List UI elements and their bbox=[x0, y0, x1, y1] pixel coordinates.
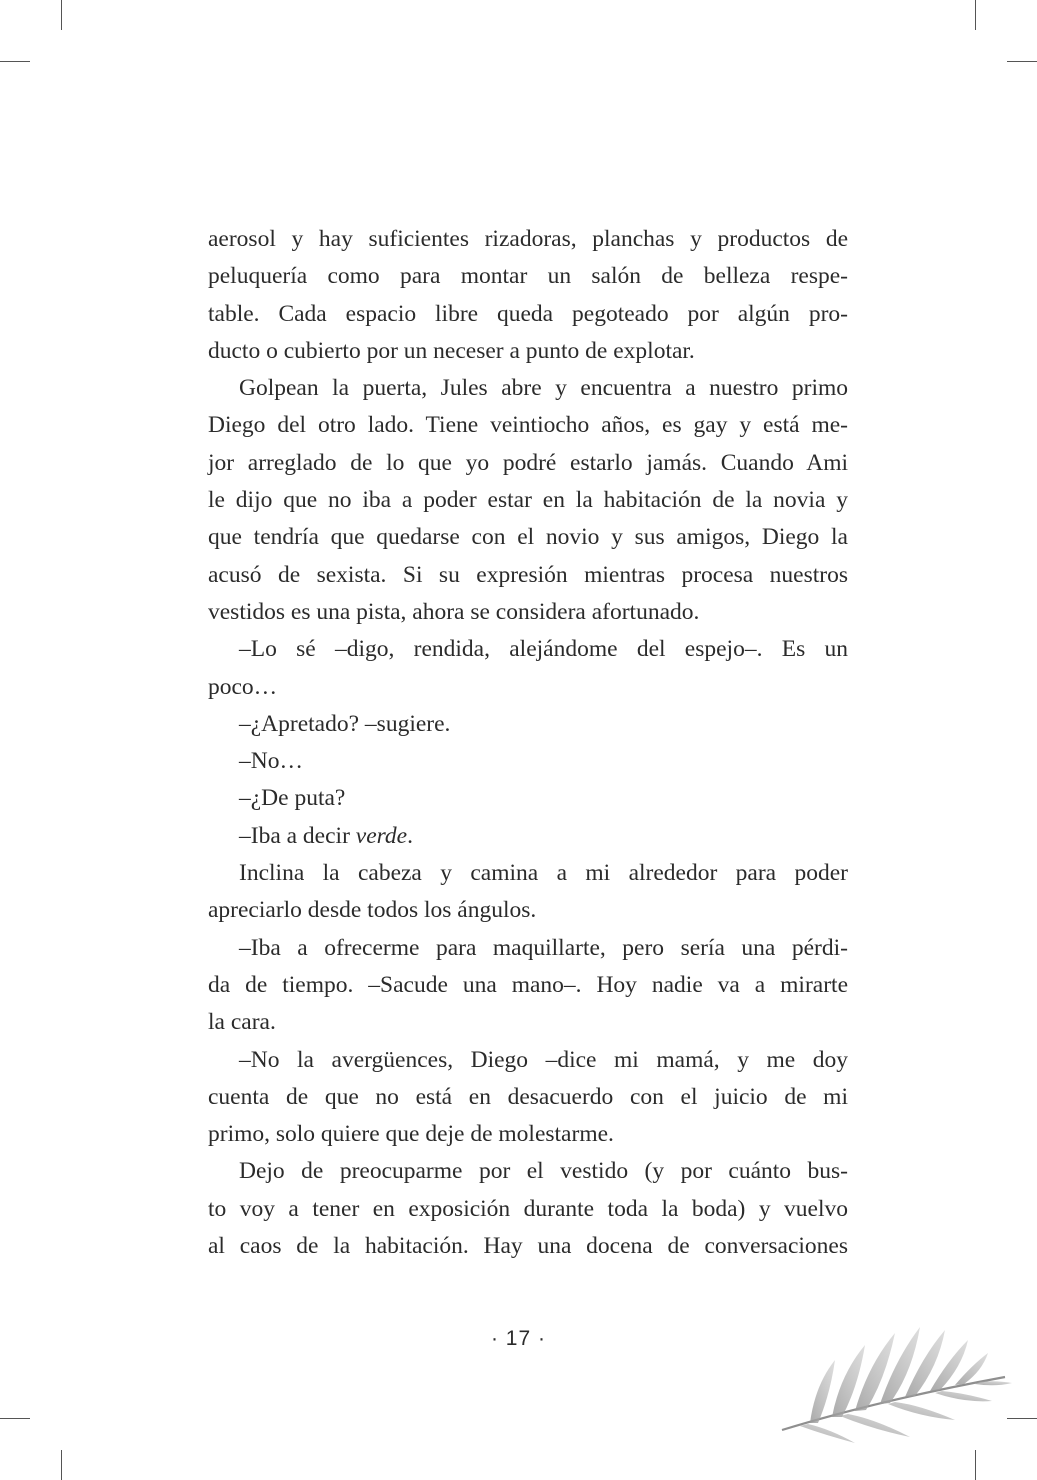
text-line bbox=[208, 743, 848, 780]
crop-mark-bottom-left bbox=[61, 1450, 62, 1480]
text-line bbox=[208, 557, 848, 594]
text-line-content: le dijo que no iba a poder estar en la habitación de la novia y bbox=[208, 487, 848, 514]
text-line bbox=[208, 1191, 848, 1228]
text-line-content: poco… bbox=[208, 673, 278, 700]
text-line bbox=[208, 296, 848, 333]
text-line-content: ducto o cubierto por un neceser a punto de explotar. bbox=[208, 337, 695, 364]
text-line-content: –Iba a ofrecerme para maquillarte, pero sería una pérdi- bbox=[239, 934, 848, 961]
palm-leaf-watercolor-icon bbox=[770, 1305, 1015, 1445]
text-line-content: Inclina la cabeza y camina a mi alrededor para poder bbox=[239, 860, 848, 887]
text-line-content: Dejo de preocuparme por el vestido (y por cuánto bus- bbox=[239, 1158, 848, 1185]
crop-mark-top-right-h bbox=[1007, 61, 1037, 62]
text-line-suffix: . bbox=[407, 822, 413, 849]
text-line bbox=[208, 1153, 848, 1190]
text-line-content: –No la avergüences, Diego –dice mi mamá, y me doy bbox=[239, 1046, 848, 1073]
text-line-content: que tendría que quedarse con el novio y sus amigos, Diego la bbox=[208, 524, 848, 551]
italic-word: verde bbox=[355, 822, 408, 849]
text-line bbox=[208, 1004, 848, 1041]
text-line bbox=[208, 855, 848, 892]
text-line bbox=[208, 1042, 848, 1079]
text-line-content: peluquería como para montar un salón de belleza respe- bbox=[208, 263, 848, 290]
text-line bbox=[208, 818, 848, 855]
text-line bbox=[208, 407, 848, 444]
text-line-content: table. Cada espacio libre queda pegoteado por algún pro- bbox=[208, 300, 848, 327]
text-line bbox=[208, 482, 848, 519]
text-line-content: cuenta de que no está en desacuerdo con el juicio de mi bbox=[208, 1083, 848, 1110]
text-line bbox=[208, 221, 848, 258]
text-line bbox=[208, 930, 848, 967]
crop-mark-bottom-right bbox=[975, 1450, 976, 1480]
text-line-content: –¿De puta? bbox=[239, 785, 346, 812]
text-line-content: acusó de sexista. Si su expresión mientras procesa nuestros bbox=[208, 561, 848, 588]
body-text bbox=[208, 221, 848, 1265]
text-line bbox=[208, 1116, 848, 1153]
text-line bbox=[208, 967, 848, 1004]
crop-mark-top-left-h bbox=[0, 61, 30, 62]
crop-mark-top-left bbox=[61, 0, 62, 30]
text-line bbox=[208, 1228, 848, 1265]
text-line-content: Golpean la puerta, Jules abre y encuentra a nuestro primo bbox=[239, 375, 848, 402]
text-line bbox=[208, 631, 848, 668]
text-line-content: jor arreglado de lo que yo podré estarlo jamás. Cuando Ami bbox=[208, 449, 848, 476]
text-line bbox=[208, 780, 848, 817]
text-line-content: da de tiempo. –Sacude una mano–. Hoy nadie va a mirarte bbox=[208, 971, 848, 998]
text-line bbox=[208, 333, 848, 370]
text-line bbox=[208, 706, 848, 743]
text-line-content: apreciarlo desde todos los ángulos. bbox=[208, 897, 537, 924]
text-line bbox=[208, 258, 848, 295]
text-line-content: –No… bbox=[239, 748, 303, 775]
text-line-content: aerosol y hay suficientes rizadoras, planchas y productos de bbox=[208, 226, 848, 252]
text-line-content: vestidos es una pista, ahora se considera afortunado. bbox=[208, 598, 700, 625]
text-line bbox=[208, 445, 848, 482]
text-line-content: Diego del otro lado. Tiene veintiocho años, es gay y está me- bbox=[208, 412, 848, 439]
text-line bbox=[208, 669, 848, 706]
page-number: · 17 · bbox=[490, 1327, 546, 1350]
text-line-content: –Lo sé –digo, rendida, alejándome del espejo–. Es un bbox=[239, 636, 848, 663]
text-line-content: –Iba a decir bbox=[239, 822, 356, 849]
text-line bbox=[208, 892, 848, 929]
text-line bbox=[208, 519, 848, 556]
text-line bbox=[208, 594, 848, 631]
crop-mark-top-right bbox=[975, 0, 976, 30]
text-line-content: la cara. bbox=[208, 1009, 276, 1036]
text-line bbox=[208, 370, 848, 407]
text-line-content: –¿Apretado? –sugiere. bbox=[239, 710, 451, 737]
text-line-content: al caos de la habitación. Hay una docena de conversaciones bbox=[208, 1233, 848, 1260]
text-line-content: primo, solo quiere que deje de molestarme. bbox=[208, 1121, 614, 1148]
text-line bbox=[208, 1079, 848, 1116]
crop-mark-bottom-left-h bbox=[0, 1418, 30, 1419]
text-line-content: to voy a tener en exposición durante toda la boda) y vuelvo bbox=[208, 1195, 848, 1222]
